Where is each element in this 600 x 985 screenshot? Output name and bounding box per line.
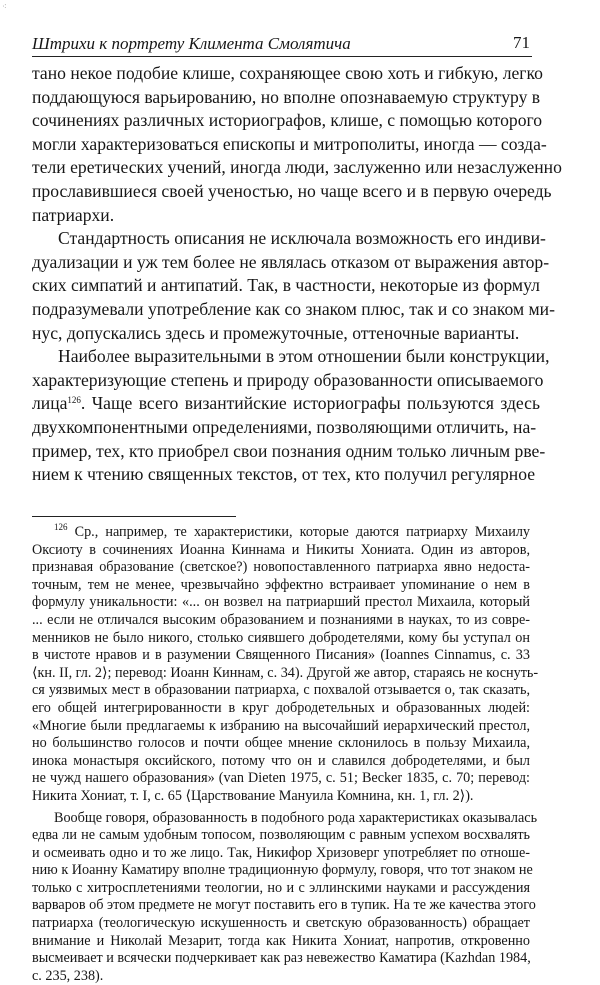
footnote-line: едва ли не самым удобным топосом, позволяющим с равным успехом восхвалять	[32, 827, 530, 844]
running-header	[32, 32, 532, 57]
footnote-line: не чужд нашего образования» (van Dieten 1975, с. 51; Becker 1835, с. 70; перевод:	[32, 770, 530, 787]
footnote-line: и осмеивать одно и то же лицо. Так, Никифор Хризоверг употребляет по отноше-	[32, 844, 530, 861]
text-line: подразумевали употребление как со знаком плюс, так и со знаком ми-	[32, 298, 555, 319]
paragraph	[32, 62, 562, 227]
footnote-line: только с хитросплетениями теологии, но и с эллинскими науками и рассуждения	[32, 879, 530, 896]
footnote-line: Оксиоту в сочинениях Иоанна Киннама и Никиты Хониата. Один из авторов,	[32, 541, 530, 558]
footnote-line: точным, тем не менее, чрезвычайно эффектно встраивает упоминание о нем в	[32, 576, 530, 593]
footnote-line: варваров об этом предмете не могут поставить его в тупик. На те же качества этого	[32, 897, 536, 914]
footnote-line: патриарха (теологическую искушенность и светскую образованность) обращает	[32, 915, 530, 932]
footnote-line: «Многие были предлагаемы к избранию на высочайший иерархический престол,	[32, 717, 530, 734]
scan-artifact: ⁖	[2, 2, 7, 11]
text-line: поддающуюся варьированию, но вполне опознаваемую структуру в	[32, 86, 541, 107]
paragraph	[32, 345, 550, 487]
footnote-line: Никита Хониат, т. I, с. 65 ⟨Царствование Мануила Комнина, кн. 1, гл. 2⟩).	[32, 787, 474, 804]
footnotes	[32, 522, 539, 985]
footnote-line	[32, 524, 530, 542]
text-line: ских симпатий и антипатий. Так, в частности, некоторые из формул	[32, 275, 540, 296]
text-fragment: лица	[32, 393, 68, 414]
running-title: Штрихи к портрету Климента Смолятича	[32, 34, 351, 53]
footnote-line: но большинство голосов и почти общее мнение склонилось в пользу Михаила,	[32, 735, 530, 752]
footnote-line: с. 235, 238).	[32, 967, 104, 984]
footnote-line: признавая образование (светское?) новопоставленного патриарха явно недоста-	[32, 559, 530, 576]
text-line: прославившиеся своей ученостью, но чаще всего и в первую очередь	[32, 180, 552, 201]
text-line: дуализации и уж тем более не являлась отказом от выражения автор-	[32, 251, 550, 272]
text-line: пример, тех, кто приобрел свои познания одним только личным рве-	[32, 440, 546, 461]
footnote-line: ⟨кн. II, гл. 2⟩; перевод: Иоанн Киннам, с. 34). Другой же автор, стараясь не коснуть-	[32, 664, 539, 681]
text-line: Стандартность описания не исключала возможность его индиви-	[58, 228, 546, 249]
text-line: тели еретических учений, иногда люди, заслуженно или незаслуженно	[32, 157, 562, 178]
text-fragment: . Чаще всего византийские историографы пользуются здесь	[80, 393, 540, 414]
footnote-line: высмеивает и всячески подчеркивает как раз невежество Каматира (Kazhdan 1984,	[32, 950, 531, 967]
text-line: Наиболее выразительными в этом отношении были конструкции,	[58, 346, 550, 367]
footnote-line: внимание и Николай Мезарит, тогда как Никита Хониат, напротив, откровенно	[32, 932, 530, 949]
footnote-line: Вообще говоря, образованность в подобного рода характеристиках оказывалась	[54, 809, 538, 826]
text-line: тано некое подобие клише, сохраняющее свою хоть и гибкую, легко	[32, 63, 543, 83]
footnote-line: инока монастыря оксийского, потому что он и славился добродетелями, и был	[32, 752, 530, 769]
footnote-separator	[32, 516, 236, 517]
text-line: сочинениях различных историографов, клише, с помощью которого	[32, 110, 543, 131]
page-number: 71	[513, 33, 530, 52]
footnote-reference[interactable]: 126	[67, 395, 81, 406]
text-fragment: Ср., например, те характеристики, которые даются патриарху Михаилу	[67, 524, 530, 540]
footnote-line: его общей интегрированности в круг добродетельных и образованных людей:	[32, 699, 530, 716]
footnote-line: менников не было никого, столько сиявшего добродетелями, кому бы уступал он	[32, 629, 530, 646]
main-text	[32, 62, 562, 487]
footnote-number: 126	[54, 522, 68, 532]
text-line	[32, 392, 540, 416]
footnote-line: в чистоте нравов и в разумении Священного Писания» (Ioannes Cinnamus, с. 33	[32, 647, 530, 664]
text-line: патриархи.	[32, 204, 115, 225]
text-line: двухкомпонентными определениями, позволяющими отличить, на-	[32, 416, 537, 437]
footnote-line: ... если не отличался высоким образованием и познаниями в науках, то из совре-	[32, 611, 530, 628]
text-line: нус, допускались здесь и промежуточные, оттеночные варианты.	[32, 322, 520, 343]
text-line: характеризующие степень и природу образованности описываемого	[32, 369, 544, 390]
text-line: нием к чтению священных текстов, от тех, кто получил регулярное	[32, 464, 536, 485]
text-line: могли характеризоваться епископы и митрополиты, иногда — созда-	[32, 133, 547, 154]
paragraph	[32, 227, 555, 345]
footnote-line: формулу уникальности: «... он возвел на патриарший престол Михаила, который	[32, 594, 530, 611]
footnote-line: нию к Иоанну Каматиру вполне традиционную формулу, говоря, что тот знаком не	[32, 862, 533, 879]
footnote-line: ся уязвимых мест в образовании патриарха, с похвалой отзывается о, так сказать,	[32, 682, 530, 699]
